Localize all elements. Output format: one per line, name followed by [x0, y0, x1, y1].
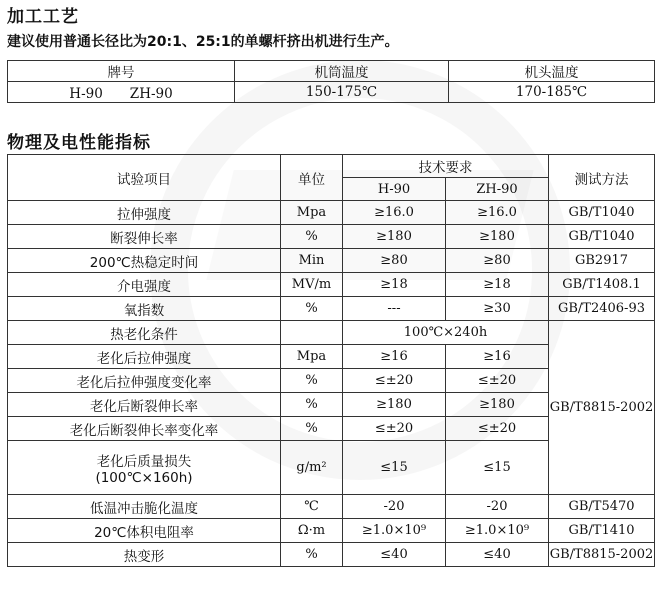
table-header-row: [8, 155, 655, 178]
cell-zh90: -20: [446, 495, 549, 519]
cell-unit: %: [281, 543, 343, 567]
table-header-row: [8, 61, 655, 82]
cell-zh90: ≤15: [446, 441, 549, 495]
table-row: [8, 82, 655, 103]
table-row: [8, 543, 655, 567]
cell-item: 介电强度: [8, 273, 281, 297]
cell-item: 热变形: [8, 543, 281, 567]
processing-note: 建议使用普通长径比为20:1、25:1的单螺杆挤出机进行生产。: [7, 34, 399, 50]
cell-method: GB/T2406-93: [549, 297, 655, 321]
table-row: [8, 273, 655, 297]
header-method: 测试方法: [549, 155, 655, 201]
cell-h90: ≥180: [343, 225, 446, 249]
cell-h90: ≥1.0×10⁹: [343, 519, 446, 543]
table-row: [8, 495, 655, 519]
cell-unit: Mpa: [281, 201, 343, 225]
cell-item: [8, 441, 281, 495]
cell-item: 老化后拉伸强度变化率: [8, 369, 281, 393]
cell-grade: H-90 ZH-90: [8, 82, 235, 103]
processing-table: [7, 60, 655, 103]
cell-item-line2: (100℃×160h): [95, 469, 193, 486]
cell-method: GB2917: [549, 249, 655, 273]
cell-item: 断裂伸长率: [8, 225, 281, 249]
cell-zh90: ≤±20: [446, 417, 549, 441]
cell-item-line1: 老化后质量损失: [96, 453, 192, 470]
section-title-processing: 加工工艺: [7, 7, 79, 27]
cell-unit: Min: [281, 249, 343, 273]
cell-zh90: ≥16.0: [446, 201, 549, 225]
table-row: [8, 225, 655, 249]
cell-zh90: ≥180: [446, 393, 549, 417]
cell-barrel-temp: 150-175℃: [235, 82, 449, 103]
header-barrel-temp: 机筒温度: [235, 61, 449, 82]
cell-item: 老化后断裂伸长率: [8, 393, 281, 417]
header-grade-zh90: ZH-90: [446, 178, 549, 201]
cell-item: 老化后拉伸强度: [8, 345, 281, 369]
cell-method: GB/T1410: [549, 519, 655, 543]
cell-unit: %: [281, 225, 343, 249]
cell-zh90: ≥16: [446, 345, 549, 369]
cell-item: 20℃体积电阻率: [8, 519, 281, 543]
cell-h90: ---: [343, 297, 446, 321]
cell-unit: %: [281, 417, 343, 441]
header-item: 试验项目: [8, 155, 281, 201]
cell-item: 老化后断裂伸长率变化率: [8, 417, 281, 441]
table-row: [8, 249, 655, 273]
cell-item: 低温冲击脆化温度: [8, 495, 281, 519]
cell-item: 200℃热稳定时间: [8, 249, 281, 273]
cell-h90: ≤40: [343, 543, 446, 567]
cell-aging-condition: 100℃×240h: [343, 321, 549, 345]
cell-head-temp: 170-185℃: [449, 82, 655, 103]
cell-unit: %: [281, 297, 343, 321]
cell-h90: ≥80: [343, 249, 446, 273]
cell-unit: Ω·m: [281, 519, 343, 543]
table-row: [8, 519, 655, 543]
cell-zh90: ≥80: [446, 249, 549, 273]
cell-unit: g/m²: [281, 441, 343, 495]
header-requirement: 技术要求: [343, 155, 549, 178]
cell-unit: Mpa: [281, 345, 343, 369]
cell-method: GB/T8815-2002: [549, 543, 655, 567]
cell-zh90: ≥18: [446, 273, 549, 297]
table-row: [8, 321, 655, 345]
header-grade-h90: H-90: [343, 178, 446, 201]
cell-h90: ≤15: [343, 441, 446, 495]
cell-unit: %: [281, 369, 343, 393]
cell-method: GB/T1040: [549, 201, 655, 225]
cell-h90: ≥16.0: [343, 201, 446, 225]
cell-unit: [281, 321, 343, 345]
cell-h90: ≥16: [343, 345, 446, 369]
header-head-temp: 机头温度: [449, 61, 655, 82]
cell-item: 氧指数: [8, 297, 281, 321]
cell-method: GB/T5470: [549, 495, 655, 519]
cell-method: GB/T1040: [549, 225, 655, 249]
cell-h90: -20: [343, 495, 446, 519]
cell-h90: ≤±20: [343, 369, 446, 393]
properties-table: [7, 154, 655, 567]
cell-zh90: ≥180: [446, 225, 549, 249]
cell-zh90: ≥1.0×10⁹: [446, 519, 549, 543]
cell-unit: %: [281, 393, 343, 417]
cell-h90: ≤±20: [343, 417, 446, 441]
cell-zh90: ≤±20: [446, 369, 549, 393]
table-row: [8, 297, 655, 321]
cell-unit: ℃: [281, 495, 343, 519]
header-unit: 单位: [281, 155, 343, 201]
cell-unit: MV/m: [281, 273, 343, 297]
cell-zh90: ≥30: [446, 297, 549, 321]
cell-zh90: ≤40: [446, 543, 549, 567]
header-grade: 牌号: [8, 61, 235, 82]
cell-method: GB/T1408.1: [549, 273, 655, 297]
cell-method-aging: GB/T8815-2002: [549, 321, 655, 495]
cell-h90: ≥18: [343, 273, 446, 297]
section-title-properties: 物理及电性能指标: [7, 133, 151, 153]
table-row: [8, 201, 655, 225]
cell-item: 热老化条件: [8, 321, 281, 345]
cell-h90: ≥180: [343, 393, 446, 417]
cell-item: 拉伸强度: [8, 201, 281, 225]
